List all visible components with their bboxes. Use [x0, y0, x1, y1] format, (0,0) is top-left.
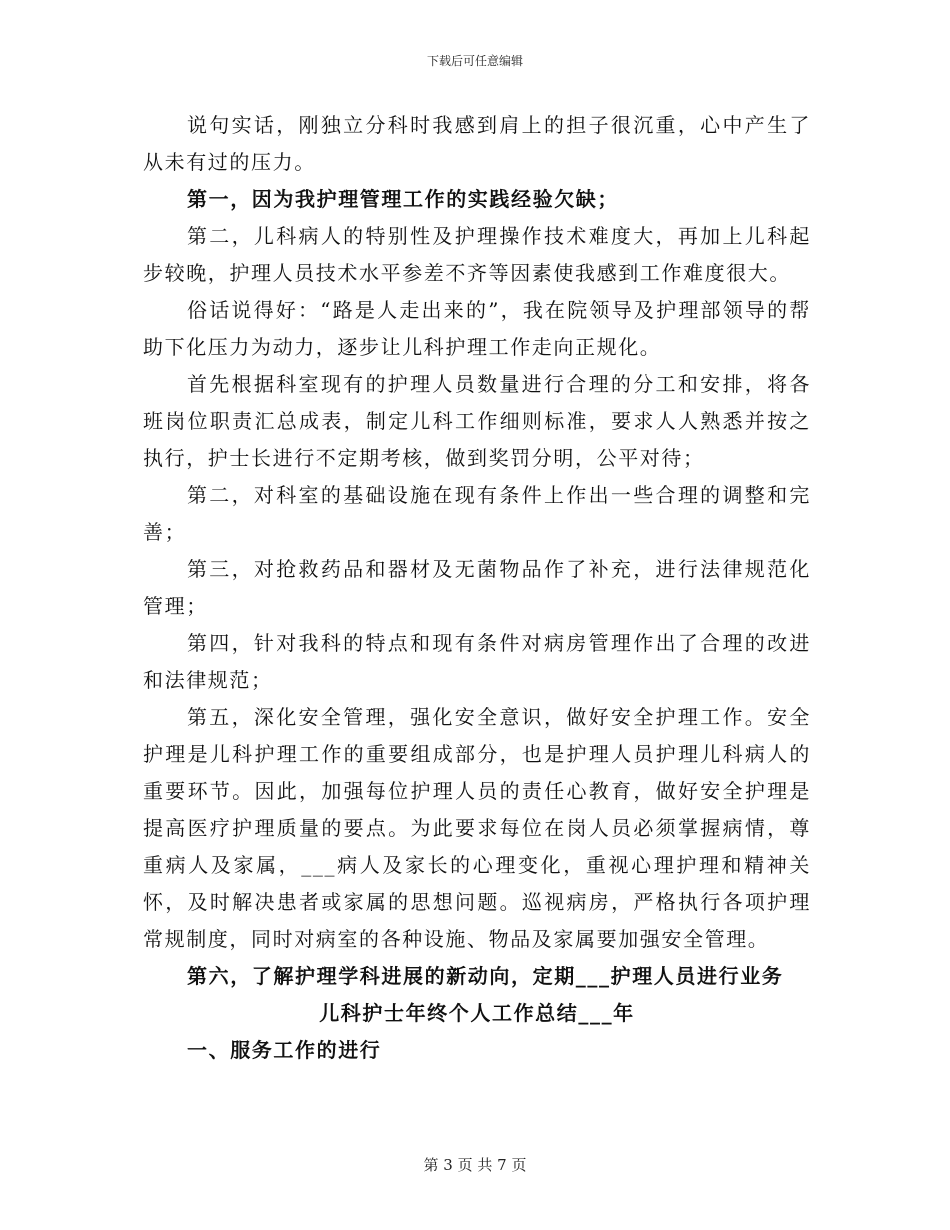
paragraph-staffing: 首先根据科室现有的护理人员数量进行合理的分工和安排，将各班岗位职责汇总成表，制定儿科工作细则标准，要求人人熟悉并按之执行，护士长进行不定期考核，做到奖罚分明，公平对待；: [143, 372, 811, 470]
paragraph-supplies: 第三，对抢救药品和器材及无菌物品作了补充，进行法律规范化管理；: [143, 557, 811, 618]
paragraph-facilities: 第二，对科室的基础设施在现有条件上作出一些合理的调整和完善；: [143, 483, 811, 544]
paragraph-point-six: 第六，了解护理学科进展的新动向，定期___护理人员进行业务: [187, 964, 784, 988]
document-body: [143, 107, 811, 1069]
paragraph-point-two: 第二，儿科病人的特别性及护理操作技术难度大，再加上儿科起步较晚，护理人员技术水平参差不齐等因素使我感到工作难度很大。: [143, 224, 811, 285]
paragraph-intro: 说句实话，刚独立分科时我感到肩上的担子很沉重，心中产生了从未有过的压力。: [143, 113, 811, 174]
page-footer: 第 3 页 共 7 页: [423, 1156, 527, 1174]
paragraph-point-one: 第一，因为我护理管理工作的实践经验欠缺；: [187, 187, 619, 211]
header-note: 下载后可任意编辑: [426, 54, 523, 68]
document-title: 儿科护士年终个人工作总结___年: [319, 1001, 635, 1025]
paragraph-proverb: 俗话说得好：“路是人走出来的”，我在院领导及护理部领导的帮助下化压力为动力，逐步让儿科护理工作走向正规化。: [143, 298, 811, 359]
paragraph-safety: 第五，深化安全管理，强化安全意识，做好安全护理工作。安全护理是儿科护理工作的重要组成部分，也是护理人员护理儿科病人的重要环节。因此，加强每位护理人员的责任心教育，做好安全护理是提高医疗护理质量的要点。为此要求每位在岗人员必须掌握病情，尊重病人及家属，___病人及家长的心理变化，重视心理护理和精神关怀，及时解决患者或家属的思想问题。巡视病房，严格执行各项护理常规制度，同时对病室的各种设施、物品及家属要加强安全管理。: [143, 705, 811, 951]
section-heading: 一、服务工作的进行: [187, 1038, 382, 1062]
paragraph-ward-management: 第四，针对我科的特点和现有条件对病房管理作出了合理的改进和法律规范；: [143, 631, 811, 692]
